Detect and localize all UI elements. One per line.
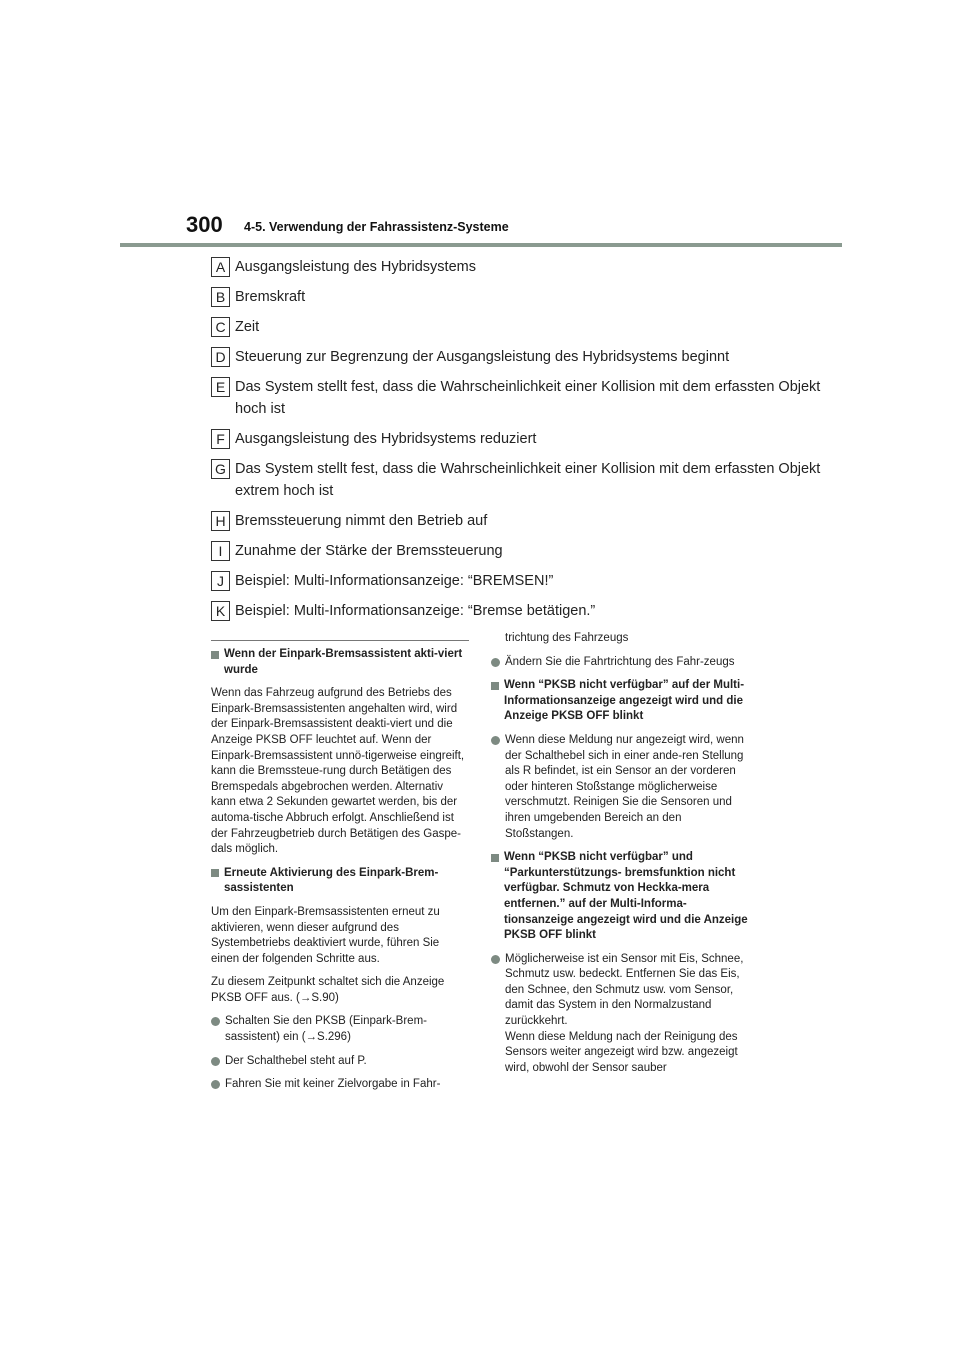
legend-text: Das System stellt fest, dass die Wahrscheinlichkeit einer Kollision mit dem erfassten Objekt hoch ist [235,379,821,417]
bullet-item [211,1054,469,1070]
bullet-item [211,1014,469,1045]
legend-text: Ausgangsleistung des Hybridsystems reduziert [235,431,537,447]
square-bullet-icon [211,651,219,659]
heading-text: Wenn “PKSB nicht verfügbar” und “Parkunterstützungs- bremsfunktion nicht verfügbar. Schmutz von Heckka-mera entfernen.” auf der Multi-Informa-tionsanzeige angezeigt wird und die Anzeige PKSB OFF blinkt [504,851,748,942]
bullet-text: Schalten Sie den PKSB (Einpark-Brem-sassistent) ein (→S.296) [225,1015,427,1044]
section-heading [491,678,753,725]
letter-box: D [211,347,230,367]
bullet-item [211,1077,469,1093]
left-column [211,640,469,1101]
bullet-text: Fahren Sie mit keiner Zielvorgabe in Fahr- [225,1078,441,1091]
header-rule [120,243,842,247]
section-heading [211,647,469,678]
legend-item-f [211,428,831,450]
letter-box: A [211,257,230,277]
legend-text: Zeit [235,319,260,335]
legend-item-g [211,458,831,502]
circle-bullet-icon [211,1057,220,1066]
circle-bullet-icon [211,1080,220,1089]
legend-text: Beispiel: Multi-Informationsanzeige: “BREMSEN!” [235,573,554,589]
letter-box: G [211,459,230,479]
legend-item-j [211,570,831,592]
bullet-text: Wenn diese Meldung nur angezeigt wird, wenn der Schalthebel sich in einer ande-ren Stellung als R befindet, ist ein Sensor an der vorderen oder hinteren Stoßstange möglicherweise verschmutzt. Reinigen Sie die Sensoren und ihren umgebenden Bereich an den Stoßstangen. [505,733,744,840]
legend-item-k [211,600,831,622]
bullet-item [491,733,753,842]
circle-bullet-icon [491,955,500,964]
paragraph: Wenn das Fahrzeug aufgrund des Betriebs des Einpark-Bremsassistenten angehalten wird, wird der Einpark-Bremsassistent deakti-viert und die Anzeige PKSB OFF leuchtet auf. Wenn der Einpark-Bremsassistent unnö-tigerweise eingreift, kann die Bremssteue-rung durch Betätigen des Bremspedals abgebrochen werden. Alternativ kann etwa 2 Sekunden gewartet werden, bis der automa-tische Abbruch erfolgt. Anschließend ist der Fahrzeugbetrieb durch Betätigen des Gaspe-dals möglich. [211,687,465,856]
circle-bullet-icon [491,658,500,667]
legend-item-e [211,376,831,420]
legend-text: Ausgangsleistung des Hybridsystems [235,259,476,275]
heading-text: Wenn der Einpark-Bremsassistent akti-viert wurde [224,648,463,676]
bullet-item [491,655,753,671]
legend-text: Bremskraft [235,289,306,305]
heading-text: Wenn “PKSB nicht verfügbar” auf der Multi-Informationsanzeige angezeigt wird und die Anzeige PKSB OFF blinkt [504,679,745,723]
paragraph: Zu diesem Zeitpunkt schaltet sich die Anzeige PKSB OFF aus. (→S.90) [211,976,445,1004]
circle-bullet-icon [211,1017,220,1026]
bullet-text-part: Wenn diese Meldung nach der Reinigung des Sensors weiter angezeigt wird bzw. angezeigt wird, obwohl der Sensor sauber [505,1030,738,1074]
square-bullet-icon [491,854,499,862]
circle-bullet-icon [491,736,500,745]
legend-text: Steuerung zur Begrenzung der Ausgangsleistung des Hybridsystems beginnt [235,349,730,365]
legend-item-h [211,510,831,532]
legend-text: Das System stellt fest, dass die Wahrscheinlichkeit einer Kollision mit dem erfassten Objekt extrem hoch ist [235,461,821,499]
legend-item-c [211,316,831,338]
letter-box: E [211,377,230,397]
legend-text: Beispiel: Multi-Informationsanzeige: “Bremse betätigen.” [235,603,596,619]
bullet-text: Der Schalthebel steht auf P. [225,1054,367,1067]
legend-list [211,256,831,630]
chapter-title: 4-5. Verwendung der Fahrassistenz-Systeme [244,220,509,234]
section-heading [491,850,753,944]
bullet-text: Ändern Sie die Fahrtrichtung des Fahr-zeugs [505,655,735,668]
letter-box: F [211,429,230,449]
right-column [491,631,753,1084]
page-number: 300 [186,212,223,237]
heading-text: Erneute Aktivierung des Einpark-Brem-sassistenten [224,866,439,895]
legend-text: Zunahme der Stärke der Bremssteuerung [235,543,503,559]
square-bullet-icon [491,682,499,690]
square-bullet-icon [211,869,219,877]
legend-item-d [211,346,831,368]
legend-text: Bremssteuerung nimmt den Betrieb auf [235,513,488,529]
legend-item-b [211,286,831,308]
letter-box: C [211,317,230,337]
letter-box: K [211,601,230,621]
bullet-text [505,952,753,1077]
bullet-text-part: Möglicherweise ist ein Sensor mit Eis, Schnee, Schmutz usw. bedeckt. Entfernen Sie das Eis, den Schnee, den Schmutz usw. vom Sensor, damit das System in den Normalzustand zurückkehrt. [505,952,744,1028]
continued-text: trichtung des Fahrzeugs [505,632,629,644]
bullet-item [491,952,753,1077]
letter-box: H [211,511,230,531]
legend-item-a [211,256,831,278]
legend-item-i [211,540,831,562]
letter-box: I [211,541,230,561]
section-heading [211,866,469,897]
paragraph: Um den Einpark-Bremsassistenten erneut zu aktivieren, wenn dieser aufgrund des Systembetriebs deaktiviert wurde, führen Sie einen der folgenden Schritte aus. [211,905,440,965]
letter-box: B [211,287,230,307]
letter-box: J [211,571,230,591]
